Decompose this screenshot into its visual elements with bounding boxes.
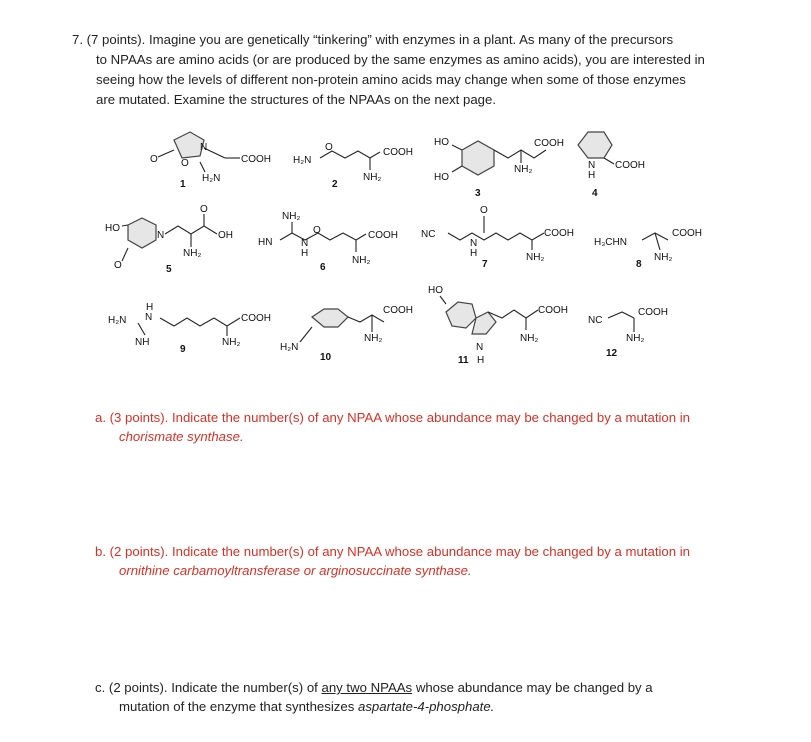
label-nh2: NH₂ [352, 255, 371, 266]
label-nh2: NH₂ [514, 164, 533, 175]
part-a-prompt: a. (3 points). Indicate the number(s) of any NPAA whose abundance may be changed by a mutation in [95, 410, 691, 425]
label-h3chn: H₃CHN [594, 237, 627, 248]
structure-9 [108, 302, 271, 355]
part-a-enzyme: chorismate synthase. [119, 429, 244, 444]
atom-h: H [470, 248, 478, 259]
structure-8 [594, 228, 702, 270]
atom-o: O [480, 205, 488, 216]
structure-12 [588, 307, 668, 359]
label-cooh: COOH [383, 147, 413, 158]
question-line-4: are mutated. Examine the structures of the NPAAs on the next page. [96, 92, 496, 107]
compound-number-5: 5 [166, 264, 172, 275]
label-nh: NH [135, 337, 150, 348]
label-h2n: H₂N [280, 342, 299, 353]
label-h2n: H₂N [108, 315, 127, 326]
atom-n: N [157, 230, 165, 241]
part-b-enzyme: ornithine carbamoyltransferase or arginosuccinate synthase. [119, 563, 472, 578]
label-nh2: NH₂ [222, 337, 241, 348]
label-h2n: H₂N [293, 155, 312, 166]
atom-n: N [588, 160, 596, 171]
label-cooh: COOH [383, 305, 413, 316]
structure-10 [280, 305, 413, 363]
label-ho: HO [434, 137, 449, 148]
label-ho: HO [434, 172, 449, 183]
label-cooh: COOH [241, 154, 271, 165]
structure-2 [293, 142, 413, 190]
structure-11 [428, 285, 568, 366]
atom-o: O [325, 142, 333, 153]
part-c [95, 678, 785, 716]
question-line-1: 7. (7 points). Imagine you are genetically “tinkering” with enzymes in a plant. As many of the precursors [72, 32, 674, 47]
label-nh2: NH₂ [364, 333, 383, 344]
label-nh2: NH₂ [526, 252, 545, 263]
label-nh2: NH₂ [363, 172, 382, 183]
structure-1 [150, 132, 271, 190]
label-nh2: NH₂ [626, 333, 645, 344]
label-nc: NC [421, 229, 436, 240]
part-c-middle: whose abundance may be changed by a [415, 680, 653, 695]
label-cooh: COOH [672, 228, 702, 239]
part-c-prompt: c. (2 points). Indicate the number(s) of [95, 680, 318, 695]
label-cooh: COOH [544, 228, 574, 239]
part-b-prompt: b. (2 points). Indicate the number(s) of any NPAA whose abundance may be changed by a mutation in [95, 544, 691, 559]
atom-n: N [301, 238, 309, 249]
structure-3 [434, 137, 564, 199]
part-c-line2: mutation of the enzyme that synthesizes [119, 699, 355, 714]
atom-o: O [313, 225, 321, 236]
atom-h: H [301, 248, 309, 259]
label-h2n: H₂N [202, 173, 221, 184]
question-line-3: seeing how the levels of different non-protein amino acids may change when some of those enzymes [96, 72, 686, 87]
compound-number-10: 10 [320, 352, 332, 363]
compound-number-3: 3 [475, 188, 481, 199]
label-nh2: NH₂ [183, 248, 202, 259]
atom-o: O [114, 260, 122, 271]
structure-7 [421, 205, 574, 270]
label-hn: HN [258, 237, 273, 248]
atom-n: N [470, 238, 478, 249]
label-cooh: COOH [534, 138, 564, 149]
part-b [95, 542, 785, 580]
part-c-enzyme: aspartate-4-phosphate. [357, 699, 495, 714]
compound-number-7: 7 [482, 259, 488, 270]
compound-number-6: 6 [320, 262, 326, 273]
label-cooh: COOH [638, 307, 668, 318]
atom-n: N [200, 142, 208, 153]
compound-number-4: 4 [592, 188, 598, 199]
structure-5 [105, 204, 233, 275]
compound-number-1: 1 [180, 179, 186, 190]
label-oh: OH [218, 230, 233, 241]
label-cooh: COOH [241, 313, 271, 324]
atom-h: H [477, 355, 485, 366]
label-nh2: NH₂ [520, 333, 539, 344]
atom-h: H [146, 302, 154, 313]
compound-number-8: 8 [636, 259, 642, 270]
label-nh2: NH₂ [282, 211, 301, 222]
part-c-underlined: any two NPAAs [321, 680, 413, 695]
compound-number-11: 11 [458, 355, 469, 366]
label-nh2: NH₂ [654, 252, 673, 263]
atom-o: O [181, 158, 189, 169]
question-line-2: to NPAAs are amino acids (or are produced by the same enzymes as amino acids), you are interested in [96, 52, 705, 67]
label-ho: HO [105, 223, 120, 234]
compound-number-2: 2 [332, 179, 338, 190]
atom-h: H [588, 170, 596, 181]
atom-n: N [145, 312, 153, 323]
label-ho: HO [428, 285, 443, 296]
compound-number-9: 9 [180, 344, 186, 355]
structure-6 [258, 211, 398, 273]
atom-o: O [200, 204, 208, 215]
label-cooh: COOH [368, 230, 398, 241]
atom-o: O [150, 154, 158, 165]
label-cooh: COOH [538, 305, 568, 316]
structure-4 [578, 132, 645, 199]
part-a [95, 408, 785, 446]
label-cooh: COOH [615, 160, 645, 171]
atom-n: N [476, 342, 484, 353]
compound-number-12: 12 [606, 348, 618, 359]
label-nc: NC [588, 315, 603, 326]
